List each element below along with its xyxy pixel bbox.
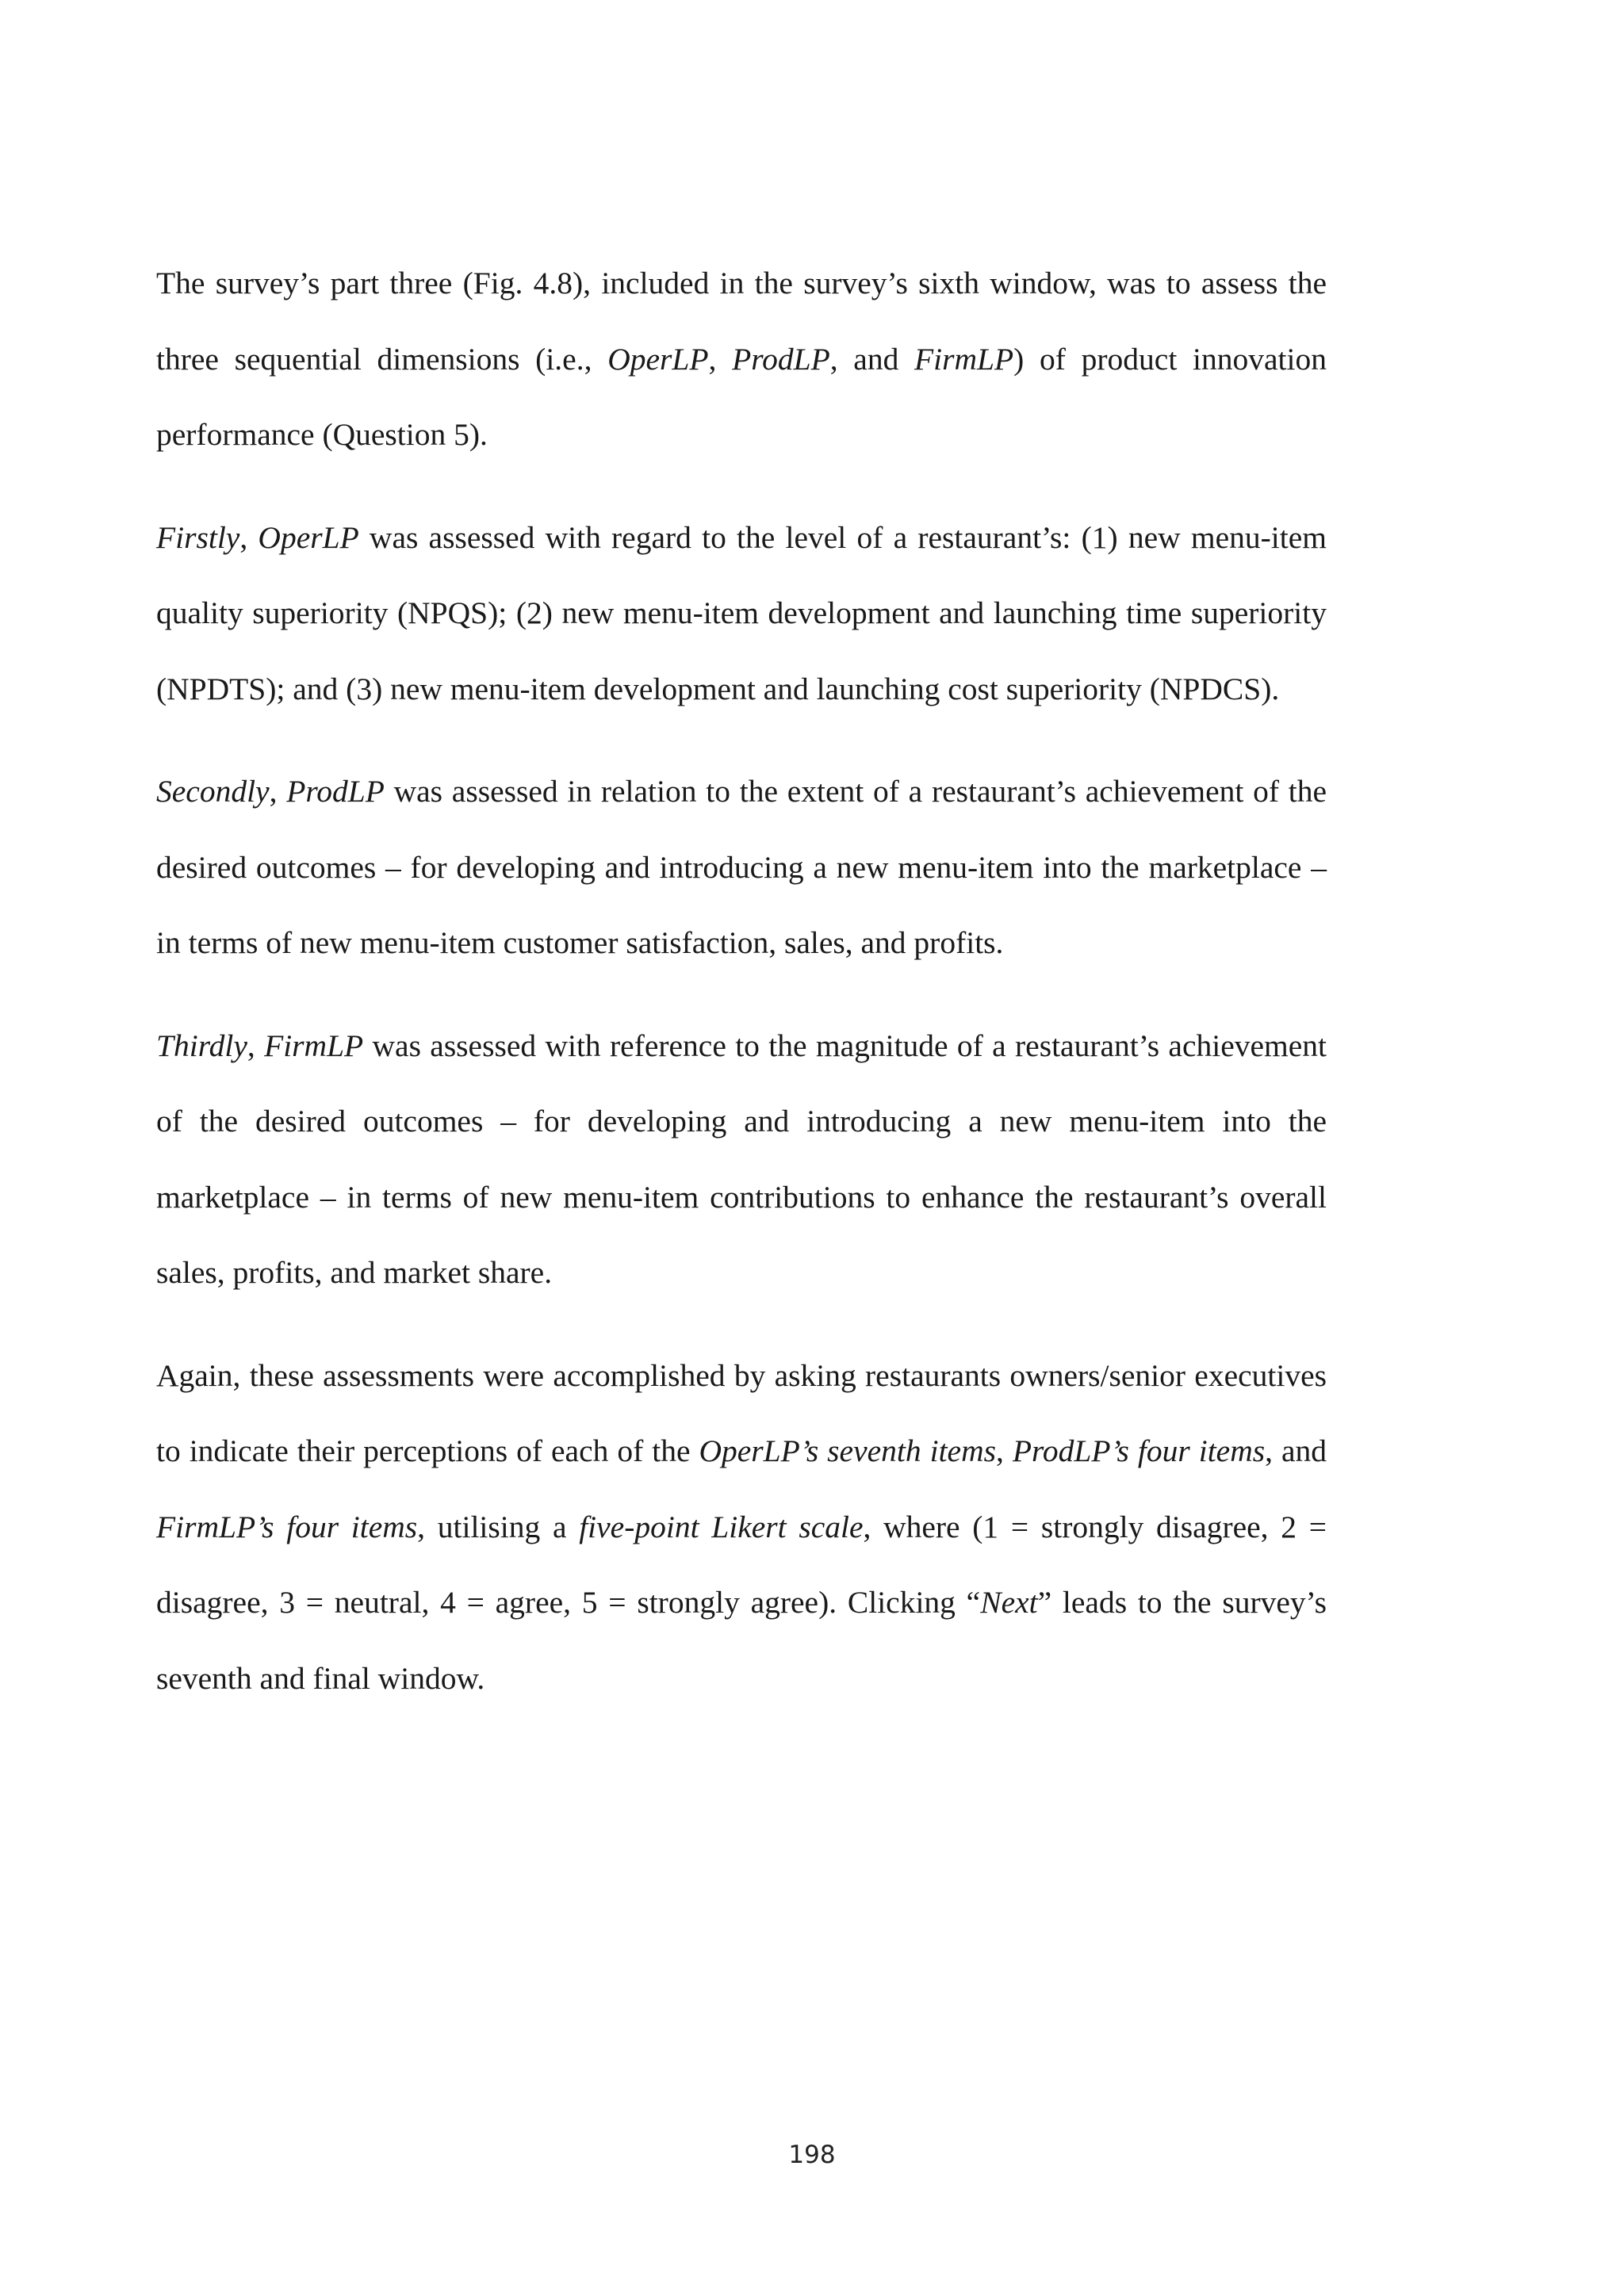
text-run: was assessed in relation to the extent of a restaurant’s achievement of the desired outcomes – for developing and introducing a new menu-item into the marketplace – in terms of new menu-item customer satisfaction, sales, and profits.	[156, 774, 1327, 960]
text-run: ” leads to the survey’s seventh and final window.	[156, 1585, 1327, 1696]
document-body	[156, 246, 1327, 1743]
paragraph	[156, 500, 1327, 728]
text-run: ,	[269, 774, 287, 809]
paragraph	[156, 1338, 1327, 1717]
text-run: ,	[995, 1433, 1013, 1468]
text-run: ,	[247, 1027, 265, 1063]
italic-term: ProdLP	[286, 774, 385, 809]
text-run: ) of product innovation performance (Question 5).	[156, 341, 1327, 452]
italic-term: Next	[980, 1585, 1038, 1620]
italic-term: five-point Likert scale	[579, 1509, 864, 1544]
italic-term: OperLP’s seventh items	[699, 1433, 996, 1468]
italic-term: FirmLP’s four items	[156, 1509, 418, 1544]
text-run: was assessed with regard to the level of a restaurant’s: (1) new menu-item quality superiority (NPQS); (2) new menu-item development and launching time superiority (NPDTS); and (3) new menu-item development and launching cost superiority (NPDCS).	[156, 519, 1327, 706]
text-run: was assessed with reference to the magnitude of a restaurant’s achievement of the desired outcomes – for developing and introducing a new menu-item into the marketplace – in terms of new menu-item contributions to enhance the restaurant’s overall sales, profits, and market share.	[156, 1027, 1327, 1290]
italic-term: Secondly	[156, 774, 270, 809]
paragraph	[156, 754, 1327, 982]
italic-term: FirmLP	[264, 1027, 364, 1063]
italic-term: OperLP	[607, 341, 709, 377]
paragraph	[156, 1008, 1327, 1311]
text-run: The survey’s part three (Fig. 4.8), included in the survey’s sixth window, was to assess the three sequential dimensions (i.e.,	[156, 266, 1327, 377]
paragraph	[156, 246, 1327, 473]
text-run: , utilising a	[417, 1509, 580, 1544]
text-run: , where (1 = strongly disagree, 2 = disagree, 3 = neutral, 4 = agree, 5 = strongly agree). Clicking “	[156, 1509, 1327, 1620]
italic-term: Firstly	[156, 519, 240, 555]
page-number: 198	[788, 2141, 836, 2169]
italic-term: FirmLP	[914, 341, 1014, 377]
italic-term: ProdLP	[732, 341, 830, 377]
italic-term: ProdLP’s four items	[1012, 1433, 1266, 1468]
text-run: ,	[708, 341, 733, 377]
text-run: , and	[1265, 1433, 1327, 1468]
text-run: , and	[829, 341, 915, 377]
italic-term: Thirdly	[156, 1027, 247, 1063]
italic-term: OperLP	[258, 519, 359, 555]
text-run: Again, these assessments were accomplished by asking restaurants owners/senior executives to indicate their perceptions of each of the	[156, 1357, 1327, 1468]
text-run: ,	[239, 519, 259, 555]
